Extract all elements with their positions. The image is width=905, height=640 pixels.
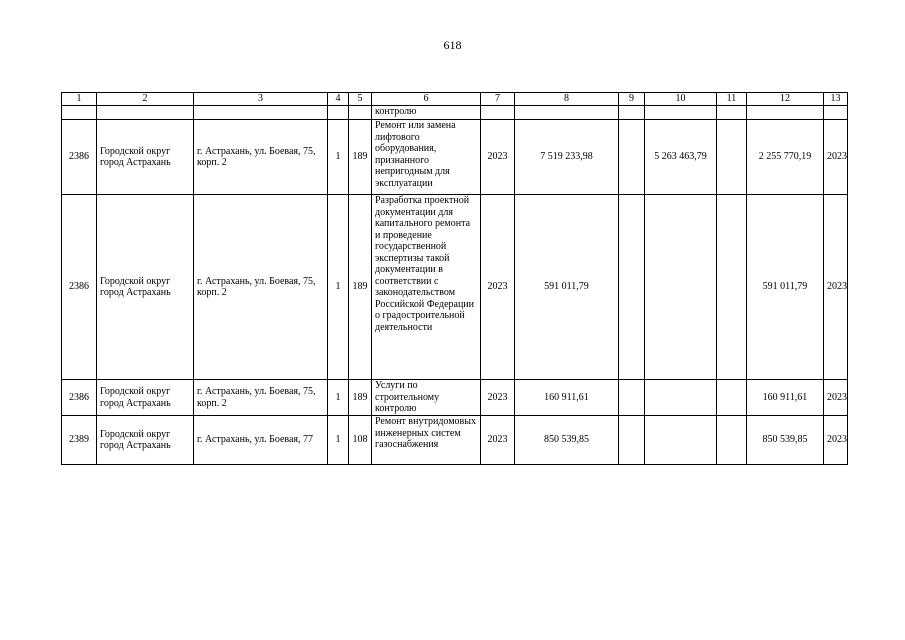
- row-number-cell: 2386: [62, 380, 97, 416]
- year-cell: 2023: [481, 120, 515, 195]
- row-number-cell: 2386: [62, 120, 97, 195]
- header-cell: 3: [194, 93, 328, 106]
- total-cost-cell: 591 011,79: [515, 195, 619, 380]
- header-cell: 8: [515, 93, 619, 106]
- table-cell: [619, 106, 645, 120]
- table-cell: 108: [349, 416, 372, 465]
- row-number-cell: 2386: [62, 195, 97, 380]
- address-cell: г. Астрахань, ул. Боевая, 75, корп. 2: [194, 120, 328, 195]
- table-row: [62, 120, 848, 195]
- total-cost-cell: 850 539,85: [515, 416, 619, 465]
- column-number-row: [62, 93, 848, 106]
- header-cell: 4: [328, 93, 349, 106]
- address-cell: г. Астрахань, ул. Боевая, 75, корп. 2: [194, 380, 328, 416]
- work-type-cell: Услуги по строительному контролю: [372, 380, 481, 416]
- capital-repair-table: [61, 92, 848, 465]
- table-cell: [328, 106, 349, 120]
- table-cell: [515, 106, 619, 120]
- cost-cell: 160 911,61: [747, 380, 824, 416]
- header-cell: 12: [747, 93, 824, 106]
- cost-cell: 5 263 463,79: [645, 120, 717, 195]
- year-cell: 2023: [481, 416, 515, 465]
- cost-cell: [645, 380, 717, 416]
- page-number: 618: [443, 38, 462, 52]
- total-cost-cell: 7 519 233,98: [515, 120, 619, 195]
- table-cell: [619, 195, 645, 380]
- header-cell: 2: [97, 93, 194, 106]
- table-cell: 1: [328, 120, 349, 195]
- table-cell: 1: [328, 195, 349, 380]
- header-cell: 9: [619, 93, 645, 106]
- table-cell: [194, 106, 328, 120]
- table-cell: 1: [328, 380, 349, 416]
- header-cell: 10: [645, 93, 717, 106]
- table-cell: [717, 106, 747, 120]
- table-cell: [717, 416, 747, 465]
- table-cell: 189: [349, 195, 372, 380]
- table-cell: [619, 120, 645, 195]
- cost-cell: 850 539,85: [747, 416, 824, 465]
- municipality-cell: Городской округ город Астрахань: [97, 416, 194, 465]
- year-cell: 2023: [824, 380, 848, 416]
- cost-cell: [645, 195, 717, 380]
- municipality-cell: Городской округ город Астрахань: [97, 380, 194, 416]
- table-row: [62, 380, 848, 416]
- work-type-cell: контролю: [372, 106, 481, 120]
- municipality-cell: Городской округ город Астрахань: [97, 195, 194, 380]
- cost-cell: 591 011,79: [747, 195, 824, 380]
- table-cell: [645, 106, 717, 120]
- year-cell: 2023: [824, 416, 848, 465]
- header-cell: 13: [824, 93, 848, 106]
- table-cell: [619, 380, 645, 416]
- year-cell: 2023: [481, 380, 515, 416]
- header-cell: 11: [717, 93, 747, 106]
- header-cell: 5: [349, 93, 372, 106]
- table-cell: [619, 416, 645, 465]
- table-cell: 189: [349, 120, 372, 195]
- table-cell: [481, 106, 515, 120]
- cost-cell: 2 255 770,19: [747, 120, 824, 195]
- municipality-cell: Городской округ город Астрахань: [97, 120, 194, 195]
- address-cell: г. Астрахань, ул. Боевая, 77: [194, 416, 328, 465]
- total-cost-cell: 160 911,61: [515, 380, 619, 416]
- header-cell: 7: [481, 93, 515, 106]
- cost-cell: [645, 416, 717, 465]
- continuation-row: [62, 106, 848, 120]
- work-type-cell: Разработка проектной документации для капитального ремонта и проведение государственной экспертизы такой документации в соответствии с законодательством Российской Федерации о градостроительной деятельности: [372, 195, 481, 380]
- table-cell: 1: [328, 416, 349, 465]
- table-row: [62, 195, 848, 380]
- work-type-cell: Ремонт или замена лифтового оборудования, признанного непригодным для эксплуатации: [372, 120, 481, 195]
- row-number-cell: 2389: [62, 416, 97, 465]
- year-cell: 2023: [481, 195, 515, 380]
- header-cell: 1: [62, 93, 97, 106]
- table-cell: [62, 106, 97, 120]
- work-type-cell: Ремонт внутридомовых инженерных систем газоснабжения: [372, 416, 481, 465]
- table-cell: [349, 106, 372, 120]
- table-cell: [717, 120, 747, 195]
- table-cell: [717, 380, 747, 416]
- table-cell: [97, 106, 194, 120]
- header-cell: 6: [372, 93, 481, 106]
- table-cell: [824, 106, 848, 120]
- table-cell: 189: [349, 380, 372, 416]
- table-cell: [717, 195, 747, 380]
- table-row: [62, 416, 848, 465]
- address-cell: г. Астрахань, ул. Боевая, 75, корп. 2: [194, 195, 328, 380]
- year-cell: 2023: [824, 195, 848, 380]
- table-cell: [747, 106, 824, 120]
- year-cell: 2023: [824, 120, 848, 195]
